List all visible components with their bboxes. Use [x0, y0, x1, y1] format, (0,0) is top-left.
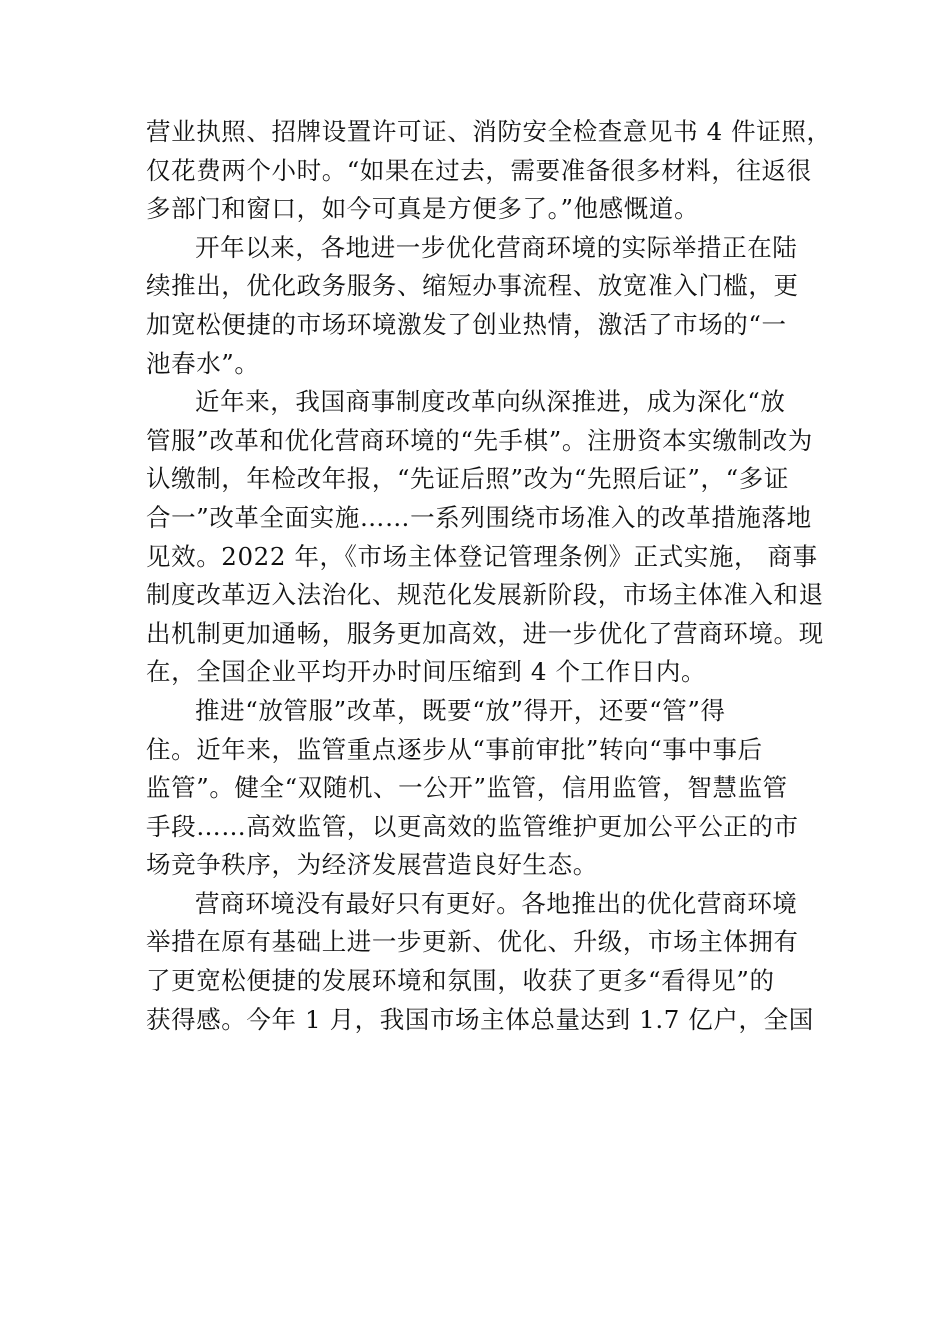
- text-line: 多部门和窗口，如今可真是方便多了。”他感慨道。: [146, 194, 700, 224]
- text-line: 手段……高效监管，以更高效的监管维护更加公平公正的市: [146, 811, 799, 841]
- text-line: 池春水”。: [146, 348, 260, 378]
- text-line: 在，全国企业平均开办时间压缩到 4 个工作日内。: [146, 657, 707, 687]
- paragraph-first-line: 近年来，我国商事制度改革向纵深推进，成为深化“放: [195, 387, 786, 417]
- text-line: 举措在原有基础上进一步更新、优化、升级，市场主体拥有: [146, 927, 799, 957]
- text-line: 加宽松便捷的市场环境激发了创业热情，激活了市场的“一: [146, 309, 787, 339]
- text-line: 管服”改革和优化营商环境的“先手棋”。注册资本实缴制改为: [146, 425, 813, 455]
- text-line: 营业执照、招牌设置许可证、消防安全检查意见书 4 件证照，: [146, 117, 832, 146]
- text-line: 续推出，优化政务服务、缩短办事流程、放宽准入门槛，更: [146, 271, 799, 301]
- document-body: [146, 113, 832, 1039]
- text-line: 合一”改革全面实施……一系列围绕市场准入的改革措施落地: [146, 502, 812, 532]
- paragraph-first-line: 开年以来，各地进一步优化营商环境的实际举措正在陆: [195, 232, 798, 262]
- paragraph-first-line: 推进“放管服”改革，既要“放”得开，还要“管”得: [195, 695, 726, 725]
- text-line: 见效。2022 年，《市场主体登记管理条例》正式实施， 商事: [146, 541, 818, 571]
- text-line: 监管”。健全“双随机、一公开”监管，信用监管，智慧监管: [146, 773, 788, 803]
- text-line: 认缴制，年检改年报，“先证后照”改为“先照后证”，“多证: [146, 464, 789, 494]
- text-line: 场竞争秩序，为经济发展营造良好生态。: [146, 850, 598, 880]
- text-line: 仅花费两个小时。“如果在过去，需要准备很多材料，往返很: [146, 155, 812, 185]
- text-line: 制度改革迈入法治化、规范化发展新阶段，市场主体准入和退: [146, 580, 824, 610]
- text-line: 出机制更加通畅，服务更加高效，进一步优化了营商环境。现: [146, 618, 824, 648]
- text-line: 了更宽松便捷的发展环境和氛围，收获了更多“看得见”的: [146, 966, 775, 996]
- text-line: 获得感。今年 1 月，我国市场主体总量达到 1.7 亿户，全国: [146, 1004, 814, 1034]
- paragraph-first-line: 营商环境没有最好只有更好。各地推出的优化营商环境: [195, 888, 798, 918]
- text-line: 住。近年来，监管重点逐步从“事前审批”转向“事中事后: [146, 734, 763, 764]
